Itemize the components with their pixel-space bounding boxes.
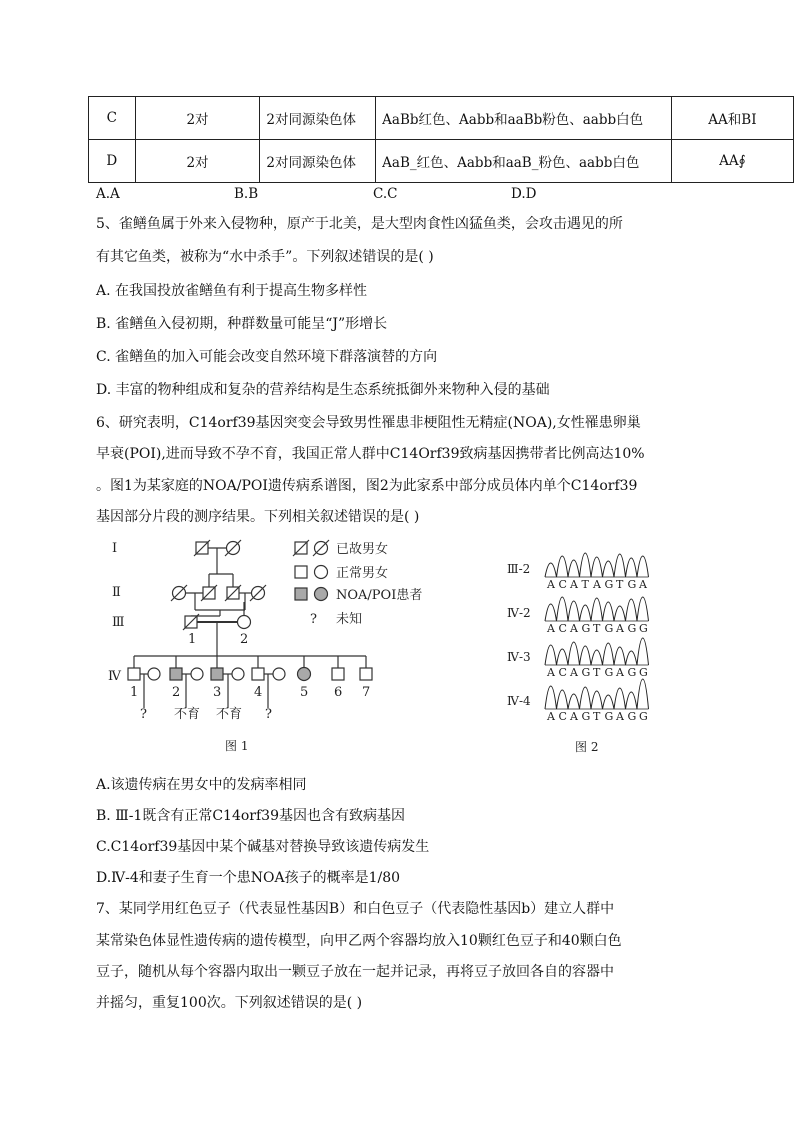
- q5-option: C. 雀鳝鱼的加入可能会改变自然环境下群落演替的方向: [96, 349, 438, 365]
- sequence-trace: [545, 597, 649, 621]
- individual-label: 7: [362, 685, 371, 700]
- individual-label: 1: [188, 632, 197, 647]
- base-letter: G: [581, 666, 591, 679]
- base-letter: A: [616, 622, 624, 635]
- sequence-trace: [545, 638, 649, 665]
- table-cell: AaBb红色、Aabb和aaBb粉色、aabb白色: [376, 97, 672, 140]
- base-letter: G: [639, 710, 648, 723]
- pedigree-figure: [100, 530, 440, 760]
- sample-label: Ⅲ-2: [507, 562, 531, 576]
- option-b: B.B: [234, 186, 259, 202]
- base-letter: A: [639, 578, 647, 591]
- base-letter: A: [570, 622, 578, 635]
- base-letter: T: [593, 710, 601, 723]
- generation-label: Ⅲ: [112, 615, 125, 630]
- figure-caption: 图 2: [575, 740, 599, 754]
- note-label: 不育: [174, 707, 201, 722]
- note-label: 不育: [216, 707, 243, 722]
- base-letter: A: [616, 666, 624, 679]
- legend-label: 未知: [336, 612, 363, 627]
- base-letter: G: [627, 666, 637, 679]
- base-letter: A: [593, 578, 601, 591]
- base-letter: G: [627, 622, 637, 635]
- individual-label: 4: [254, 685, 263, 700]
- base-letter: T: [616, 578, 624, 591]
- q6-stem-line: 基因部分片段的测序结果。下列相关叙述错误的是( ): [96, 509, 420, 525]
- sequence-trace: [545, 679, 649, 709]
- base-letter: C: [558, 710, 567, 723]
- base-letter: G: [639, 622, 648, 635]
- base-letter: G: [604, 578, 614, 591]
- note-label: ?: [265, 707, 272, 722]
- q5-option: A. 在我国投放雀鳝鱼有利于提高生物多样性: [96, 283, 368, 299]
- sample-label: Ⅳ-4: [507, 694, 531, 708]
- base-letter: G: [627, 710, 637, 723]
- table-cell: AA和BI: [671, 97, 793, 140]
- legend-label: NOA/POI患者: [336, 588, 423, 603]
- base-letter: G: [581, 622, 591, 635]
- q5-option: D. 丰富的物种组成和复杂的营养结构是生态系统抵御外来物种入侵的基础: [96, 382, 550, 398]
- individual-label: 6: [334, 685, 343, 700]
- individual-label: 3: [213, 685, 222, 700]
- legend-question-mark: ?: [310, 612, 317, 627]
- table-cell: 2对: [135, 140, 260, 183]
- base-letter: T: [593, 666, 601, 679]
- figure-caption: 图 1: [225, 739, 249, 753]
- legend-label: 正常男女: [336, 566, 389, 581]
- base-letter: A: [547, 578, 555, 591]
- q7-stem-line: 豆子，随机从每个容器内取出一颗豆子放在一起并记录，再将豆子放回各自的容器中: [96, 964, 614, 980]
- table-cell: AA∮: [671, 140, 793, 183]
- option-a: A.A: [96, 186, 120, 202]
- sample-label: Ⅳ-3: [507, 650, 531, 664]
- q6-option: C.C14orf39基因中某个碱基对替换导致该遗传病发生: [96, 839, 430, 855]
- base-letter: G: [604, 622, 614, 635]
- sequencing-figure: [505, 535, 665, 755]
- q7-stem-line: 某常染色体显性遗传病的遗传模型，向甲乙两个容器均放入10颗红色豆子和40颗白色: [96, 933, 622, 949]
- table-cell: 2对同源染色体: [260, 140, 376, 183]
- note-label: ?: [140, 707, 147, 722]
- generation-label: Ⅳ: [108, 669, 121, 684]
- table-cell: AaB_红色、Aabb和aaB_粉色、aabb白色: [376, 140, 672, 183]
- base-letter: A: [570, 578, 578, 591]
- base-letter: A: [547, 710, 555, 723]
- generation-label: Ⅱ: [112, 585, 121, 600]
- option-d: D.D: [511, 186, 537, 202]
- base-letter: A: [547, 622, 555, 635]
- q5-stem-line: 5、雀鳝鱼属于外来入侵物种，原产于北美，是大型肉食性凶猛鱼类，会攻击遇见的所: [96, 216, 623, 232]
- base-letter: C: [558, 622, 567, 635]
- q6-option: D.Ⅳ-4和妻子生育一个患NOA孩子的概率是1/80: [96, 870, 401, 886]
- q7-stem-line: 并摇匀，重复100次。下列叙述错误的是( ): [96, 995, 363, 1011]
- base-letter: A: [570, 666, 578, 679]
- base-letter: G: [627, 578, 637, 591]
- base-letter: G: [639, 666, 648, 679]
- individual-label: 2: [240, 632, 249, 647]
- genotype-table: [88, 96, 794, 183]
- q7-stem-line: 7、某同学用红色豆子（代表显性基因B）和白色豆子（代表隐性基因b）建立人群中: [96, 901, 615, 917]
- base-letter: T: [581, 578, 589, 591]
- q5-stem-line: 有其它鱼类，被称为“水中杀手”。下列叙述错误的是( ): [96, 249, 434, 265]
- legend-label: 已故男女: [336, 542, 389, 557]
- base-letter: A: [570, 710, 578, 723]
- base-letter: G: [604, 666, 614, 679]
- base-letter: C: [558, 578, 567, 591]
- base-letter: A: [616, 710, 624, 723]
- table-cell: 2对: [135, 97, 260, 140]
- q5-option: B. 雀鳝鱼入侵初期，种群数量可能呈“J”形增长: [96, 316, 388, 332]
- base-letter: C: [558, 666, 567, 679]
- table-row: [89, 97, 794, 140]
- table-cell: C: [89, 97, 136, 140]
- generation-label: Ⅰ: [112, 541, 118, 556]
- individual-label: 1: [130, 685, 139, 700]
- base-letter: T: [593, 622, 601, 635]
- q6-option: B. Ⅲ-1既含有正常C14orf39基因也含有致病基因: [96, 808, 405, 824]
- option-c: C.C: [373, 186, 398, 202]
- q6-stem-line: 6、研究表明，C14orf39基因突变会导致男性罹患非梗阻性无精症(NOA),女性罹患卵巢: [96, 415, 641, 431]
- q6-option: A.该遗传病在男女中的发病率相同: [96, 777, 307, 793]
- table-cell: 2对同源染色体: [260, 97, 376, 140]
- table-cell: D: [89, 140, 136, 183]
- individual-label: 2: [172, 685, 181, 700]
- q6-stem-line: 早衰(POI),进而导致不孕不育，我国正常人群中C14Orf39致病基因携带者比例高达10%: [96, 446, 645, 462]
- base-letter: G: [581, 710, 591, 723]
- base-letter: G: [604, 710, 614, 723]
- base-letter: A: [547, 666, 555, 679]
- sequence-trace: [545, 553, 649, 577]
- table-row: [89, 140, 794, 183]
- individual-label: 5: [300, 685, 309, 700]
- q6-stem-line: 。图1为某家庭的NOA/POI遗传病系谱图，图2为此家系中部分成员体内单个C14orf39: [96, 478, 638, 494]
- sample-label: Ⅳ-2: [507, 606, 531, 620]
